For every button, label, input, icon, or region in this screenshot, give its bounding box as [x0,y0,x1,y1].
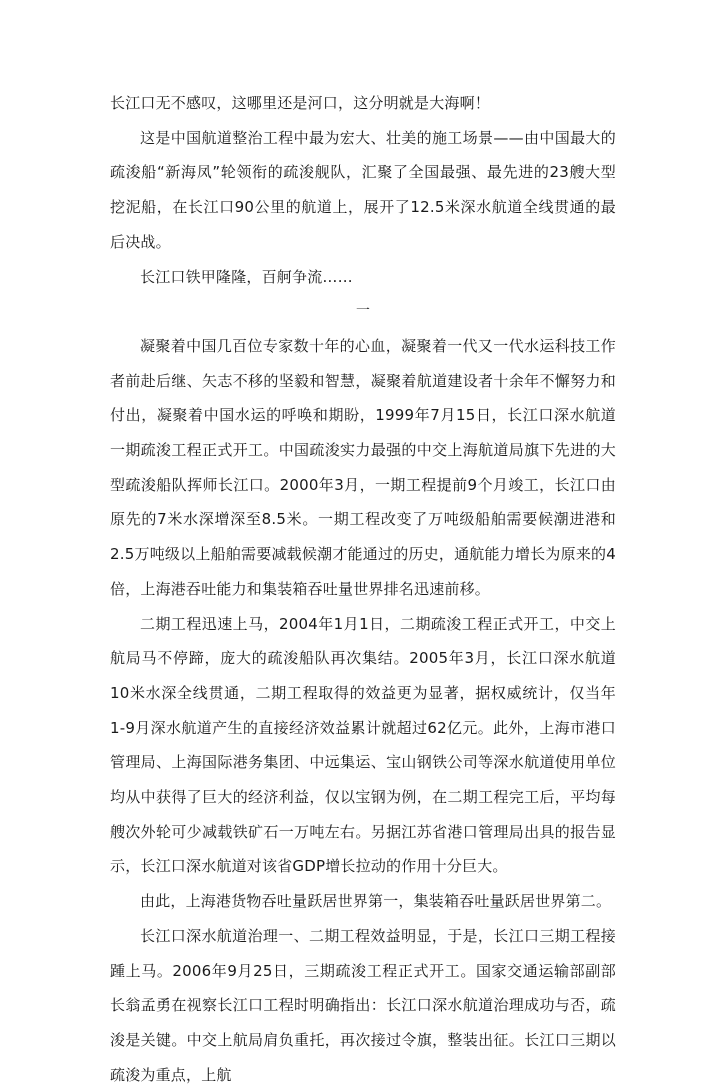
section-number: 一 [356,303,370,320]
paragraph: 长江口深水航道治理一、二期工程效益明显，于是，长江口三期工程接踵上马。2006年9月25日，三期疏浚工程正式开工。国家交通运输部副部长翁孟勇在视察长江口工程时明确指出：长江口深水航道治理成功与否，疏浚是关键。中交上航局肩负重托，再次接过令旗，整装出征。长江口三期以疏浚为重点，上航 [110,926,616,1084]
paragraph: 这是中国航道整治工程中最为宏大、壮美的施工场景——由中国最大的疏浚船“新海凤”轮领衔的疏浚舰队，汇聚了全国最强、最先进的23艘大型挖泥船，在长江口90公里的航道上，展开了12.5米深水航道全线贯通的最后决战。 [110,128,616,251]
paragraph: 长江口铁甲隆隆，百舸争流…… [140,267,353,286]
paragraph: 由此，上海港货物吞吐量跃居世界第一，集装箱吞吐量跃居世界第二。 [140,892,612,911]
paragraph: 长江口无不感叹，这哪里还是河口，这分明就是大海啊！ [110,94,491,112]
paragraph: 凝聚着中国几百位专家数十年的心血，凝聚着一代又一代水运科技工作者前赴后继、矢志不移的坚毅和智慧，凝聚着航道建设者十余年不懈努力和付出，凝聚着中国水运的呼唤和期盼，1999年7月15日，长江口深水航道一期疏浚工程正式开工。中国疏浚实力最强的中交上海航道局旗下先进的大型疏浚船队挥师长江口。2000年3月，一期工程提前9个月竣工，长江口由原先的7米水深增深至8.5米。一期工程改变了万吨级船舶需要候潮进港和2.5万吨级以上船舶需要减载候潮才能通过的历史，通航能力增长为原来的4倍，上海港吞吐能力和集装箱吞吐量世界排名迅速前移。 [110,336,616,598]
paragraph: 二期工程迅速上马，2004年1月1日，二期疏浚工程正式开工，中交上航局马不停蹄，庞大的疏浚船队再次集结。2005年3月，长江口深水航道10米水深全线贯通，二期工程取得的效益更为显著，据权威统计，仅当年1-9月深水航道产生的直接经济效益累计就超过62亿元。此外，上海市港口管理局、上海国际港务集团、中远集运、宝山钢铁公司等深水航道使用单位均从中获得了巨大的经济利益，仅以宝钢为例，在二期工程完工后，平均每艘次外轮可少减载铁矿石一万吨左右。另据江苏省港口管理局出具的报告显示，长江口深水航道对该省GDP增长拉动的作用十分巨大。 [110,614,616,876]
body-text [110,86,616,1092]
